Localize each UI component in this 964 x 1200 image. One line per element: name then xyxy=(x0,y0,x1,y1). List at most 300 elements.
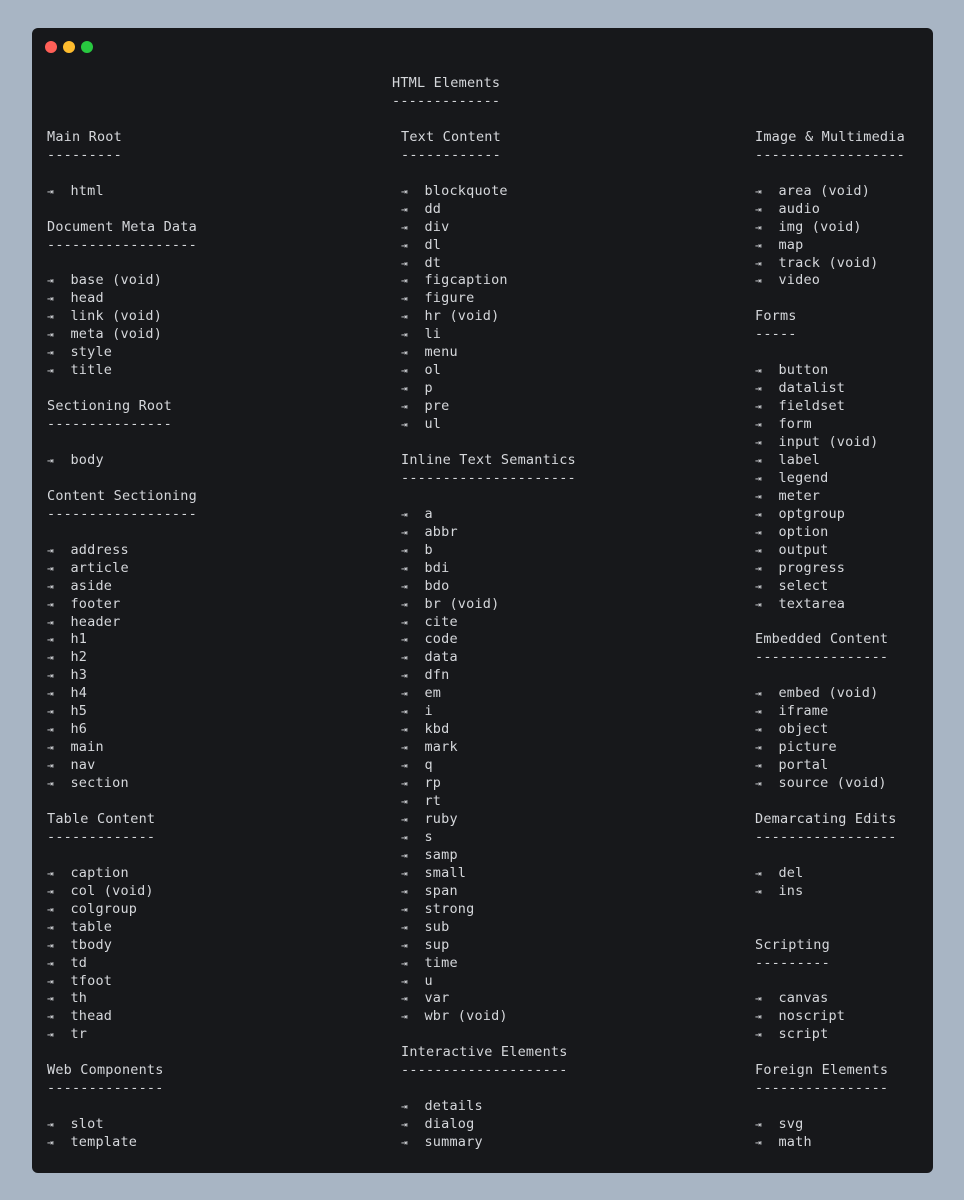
element-name: h6 xyxy=(70,721,88,738)
tab-arrow-icon: ⇥ xyxy=(755,992,762,1006)
tab-arrow-icon: ⇥ xyxy=(47,651,54,665)
list-item xyxy=(755,452,820,470)
list-item xyxy=(401,829,433,847)
element-name: del xyxy=(778,864,804,881)
tab-arrow-icon: ⇥ xyxy=(47,453,54,467)
section-underline: ------------------ xyxy=(755,146,905,163)
element-name: dialog xyxy=(424,1116,475,1133)
tab-arrow-icon: ⇥ xyxy=(401,310,408,324)
element-name: iframe xyxy=(778,703,829,720)
element-name: s xyxy=(424,828,433,845)
list-item xyxy=(401,1116,474,1134)
tab-arrow-icon: ⇥ xyxy=(401,597,408,611)
list-item xyxy=(755,416,812,434)
list-item xyxy=(755,990,828,1008)
tab-arrow-icon: ⇥ xyxy=(401,1136,408,1150)
element-name: dd xyxy=(424,200,442,217)
list-item xyxy=(401,578,449,596)
list-item xyxy=(401,667,449,685)
list-item xyxy=(755,739,837,757)
section-heading: Web Components xyxy=(47,1062,164,1079)
tab-arrow-icon: ⇥ xyxy=(755,238,762,252)
list-item xyxy=(401,524,458,542)
list-item xyxy=(47,344,112,362)
element-name: audio xyxy=(778,200,821,217)
tab-arrow-icon: ⇥ xyxy=(755,579,762,593)
tab-arrow-icon: ⇥ xyxy=(47,902,54,916)
element-name: footer xyxy=(70,595,121,612)
tab-arrow-icon: ⇥ xyxy=(755,489,762,503)
list-item xyxy=(401,416,441,434)
list-item xyxy=(401,272,508,290)
list-item xyxy=(755,865,803,883)
tab-arrow-icon: ⇥ xyxy=(401,292,408,306)
element-name: ol xyxy=(424,362,442,379)
list-item xyxy=(47,990,87,1008)
list-item xyxy=(47,649,87,667)
element-name: script xyxy=(778,1026,829,1043)
tab-arrow-icon: ⇥ xyxy=(401,1118,408,1132)
list-item xyxy=(47,1134,137,1152)
list-item xyxy=(401,326,441,344)
list-item xyxy=(401,380,433,398)
list-item xyxy=(47,667,87,685)
element-name: dt xyxy=(424,254,442,271)
element-name: link (void) xyxy=(70,308,163,325)
list-item xyxy=(47,362,112,380)
tab-arrow-icon: ⇥ xyxy=(47,292,54,306)
list-item xyxy=(401,255,441,273)
list-item xyxy=(755,703,828,721)
element-name: thead xyxy=(70,1008,113,1025)
tab-arrow-icon: ⇥ xyxy=(47,866,54,880)
section-underline: ----- xyxy=(755,326,797,343)
tab-arrow-icon: ⇥ xyxy=(755,507,762,521)
element-name: h1 xyxy=(70,631,88,648)
element-name: cite xyxy=(424,613,458,630)
list-item xyxy=(401,649,458,667)
element-name: bdi xyxy=(424,559,450,576)
section-underline: -------------- xyxy=(47,1080,164,1097)
tab-arrow-icon: ⇥ xyxy=(755,561,762,575)
element-name: source (void) xyxy=(778,775,887,792)
tab-arrow-icon: ⇥ xyxy=(47,364,54,378)
list-item xyxy=(755,524,828,542)
tab-arrow-icon: ⇥ xyxy=(47,1028,54,1042)
section-heading: Main Root xyxy=(47,128,122,145)
list-item xyxy=(401,721,449,739)
tab-arrow-icon: ⇥ xyxy=(755,471,762,485)
list-item xyxy=(401,344,458,362)
tab-arrow-icon: ⇥ xyxy=(401,1100,408,1114)
element-name: code xyxy=(424,631,458,648)
element-name: tr xyxy=(70,1026,88,1043)
list-item xyxy=(755,488,820,506)
element-name: body xyxy=(70,451,104,468)
element-name: fieldset xyxy=(778,398,846,415)
list-item xyxy=(755,272,820,290)
list-item xyxy=(47,452,104,470)
element-name: dl xyxy=(424,236,442,253)
tab-arrow-icon: ⇥ xyxy=(47,956,54,970)
tab-arrow-icon: ⇥ xyxy=(47,723,54,737)
tab-arrow-icon: ⇥ xyxy=(755,184,762,198)
element-name: pre xyxy=(424,398,450,415)
list-item xyxy=(755,775,887,793)
element-name: li xyxy=(424,326,442,343)
tab-arrow-icon: ⇥ xyxy=(755,741,762,755)
list-item xyxy=(755,1134,812,1152)
element-name: canvas xyxy=(778,990,829,1007)
tab-arrow-icon: ⇥ xyxy=(755,364,762,378)
section-heading: Foreign Elements xyxy=(755,1062,889,1079)
element-name: template xyxy=(70,1134,138,1151)
section-underline: ----------------- xyxy=(755,828,897,845)
tab-arrow-icon: ⇥ xyxy=(47,759,54,773)
tab-arrow-icon: ⇥ xyxy=(401,723,408,737)
element-name: u xyxy=(424,972,433,989)
section-underline: ------------------ xyxy=(47,505,197,522)
tab-arrow-icon: ⇥ xyxy=(47,669,54,683)
element-name: svg xyxy=(778,1116,804,1133)
element-name: optgroup xyxy=(778,505,846,522)
tab-arrow-icon: ⇥ xyxy=(755,705,762,719)
tab-arrow-icon: ⇥ xyxy=(401,507,408,521)
list-item xyxy=(401,362,441,380)
list-item xyxy=(47,739,104,757)
element-name: progress xyxy=(778,559,846,576)
tab-arrow-icon: ⇥ xyxy=(755,759,762,773)
tab-arrow-icon: ⇥ xyxy=(401,256,408,270)
list-item xyxy=(47,631,87,649)
list-item xyxy=(47,901,137,919)
tab-arrow-icon: ⇥ xyxy=(47,920,54,934)
list-item xyxy=(755,380,845,398)
element-name: q xyxy=(424,757,433,774)
tab-arrow-icon: ⇥ xyxy=(755,1118,762,1132)
section-underline: --------- xyxy=(755,954,830,971)
tab-arrow-icon: ⇥ xyxy=(401,561,408,575)
element-name: slot xyxy=(70,1116,104,1133)
list-item xyxy=(401,901,474,919)
tab-arrow-icon: ⇥ xyxy=(755,687,762,701)
code-text xyxy=(32,28,905,1151)
tab-arrow-icon: ⇥ xyxy=(47,615,54,629)
list-item xyxy=(755,470,828,488)
list-item xyxy=(47,290,104,308)
element-name: meter xyxy=(778,487,821,504)
element-name: hr (void) xyxy=(424,308,500,325)
tab-arrow-icon: ⇥ xyxy=(401,382,408,396)
element-name: base (void) xyxy=(70,272,163,289)
tab-arrow-icon: ⇥ xyxy=(401,741,408,755)
element-name: data xyxy=(424,649,458,666)
tab-arrow-icon: ⇥ xyxy=(755,202,762,216)
tab-arrow-icon: ⇥ xyxy=(47,543,54,557)
list-item xyxy=(47,883,154,901)
tab-arrow-icon: ⇥ xyxy=(401,777,408,791)
list-item xyxy=(47,183,104,201)
element-name: br (void) xyxy=(424,595,500,612)
list-item xyxy=(755,506,845,524)
list-item xyxy=(755,1026,828,1044)
element-name: legend xyxy=(778,469,829,486)
tab-arrow-icon: ⇥ xyxy=(755,597,762,611)
element-name: tfoot xyxy=(70,972,113,989)
element-name: embed (void) xyxy=(778,685,879,702)
element-name: picture xyxy=(778,739,837,756)
list-item xyxy=(755,883,803,901)
tab-arrow-icon: ⇥ xyxy=(401,651,408,665)
list-item xyxy=(755,596,845,614)
list-item xyxy=(755,183,870,201)
element-name: bdo xyxy=(424,577,450,594)
tab-arrow-icon: ⇥ xyxy=(755,436,762,449)
tab-arrow-icon: ⇥ xyxy=(47,938,54,952)
list-item xyxy=(47,865,129,883)
list-item xyxy=(401,398,449,416)
list-item xyxy=(47,775,129,793)
tab-arrow-icon: ⇥ xyxy=(47,274,54,288)
tab-arrow-icon: ⇥ xyxy=(401,220,408,234)
list-item xyxy=(401,775,441,793)
element-name: dfn xyxy=(424,667,450,684)
list-item xyxy=(401,793,441,811)
list-item xyxy=(755,542,828,560)
section-heading: Inline Text Semantics xyxy=(401,451,576,468)
element-name: menu xyxy=(424,344,458,361)
list-item xyxy=(401,308,499,326)
tab-arrow-icon: ⇥ xyxy=(47,777,54,791)
element-name: th xyxy=(70,990,88,1007)
tab-arrow-icon: ⇥ xyxy=(401,884,408,898)
element-name: span xyxy=(424,882,458,899)
tab-arrow-icon: ⇥ xyxy=(401,830,408,844)
list-item xyxy=(47,542,129,560)
section-underline: ------------- xyxy=(47,828,156,845)
element-name: a xyxy=(424,505,433,522)
tab-arrow-icon: ⇥ xyxy=(401,920,408,934)
list-item xyxy=(401,1134,483,1152)
tab-arrow-icon: ⇥ xyxy=(401,543,408,557)
list-item xyxy=(401,990,449,1008)
section-heading: Sectioning Root xyxy=(47,398,172,415)
tab-arrow-icon: ⇥ xyxy=(755,884,762,898)
list-item xyxy=(755,721,828,739)
element-name: abbr xyxy=(424,523,458,540)
list-item xyxy=(755,434,878,452)
list-item xyxy=(47,272,162,290)
list-item xyxy=(401,1008,508,1026)
list-item xyxy=(47,308,162,326)
tab-arrow-icon: ⇥ xyxy=(755,453,762,467)
element-name: wbr (void) xyxy=(424,1008,508,1025)
tab-arrow-icon: ⇥ xyxy=(401,615,408,629)
element-name: col (void) xyxy=(70,882,154,899)
list-item xyxy=(401,596,499,614)
tab-arrow-icon: ⇥ xyxy=(47,1118,54,1132)
tab-arrow-icon: ⇥ xyxy=(47,741,54,755)
section-heading: Image & Multimedia xyxy=(755,128,905,145)
list-item xyxy=(755,398,845,416)
element-name: colgroup xyxy=(70,900,138,917)
list-item xyxy=(47,973,112,991)
list-item xyxy=(47,596,120,614)
tab-arrow-icon: ⇥ xyxy=(755,777,762,791)
tab-arrow-icon: ⇥ xyxy=(755,220,762,234)
element-name: sub xyxy=(424,918,450,935)
list-item xyxy=(47,919,112,937)
list-item xyxy=(401,757,433,775)
section-underline: --------------- xyxy=(47,416,172,433)
tab-arrow-icon: ⇥ xyxy=(47,884,54,898)
tab-arrow-icon: ⇥ xyxy=(401,346,408,360)
tab-arrow-icon: ⇥ xyxy=(47,974,54,988)
page-title: HTML Elements xyxy=(392,75,501,91)
tab-arrow-icon: ⇥ xyxy=(47,579,54,593)
list-item xyxy=(755,685,878,703)
tab-arrow-icon: ⇥ xyxy=(401,184,408,198)
section-heading: Scripting xyxy=(755,936,830,953)
tab-arrow-icon: ⇥ xyxy=(401,812,408,826)
element-name: img (void) xyxy=(778,218,862,235)
section-underline: ---------------- xyxy=(755,649,889,666)
element-name: math xyxy=(778,1134,812,1151)
list-item xyxy=(401,542,433,560)
element-name: em xyxy=(424,685,442,702)
tab-arrow-icon: ⇥ xyxy=(755,400,762,414)
element-name: input (void) xyxy=(778,434,879,450)
list-item xyxy=(401,631,458,649)
list-item xyxy=(401,237,441,255)
list-item xyxy=(401,201,441,219)
element-name: address xyxy=(70,541,129,558)
tab-arrow-icon: ⇥ xyxy=(401,400,408,414)
tab-arrow-icon: ⇥ xyxy=(755,1136,762,1150)
list-item xyxy=(401,290,474,308)
element-name: rp xyxy=(424,775,442,792)
tab-arrow-icon: ⇥ xyxy=(755,274,762,288)
tab-arrow-icon: ⇥ xyxy=(755,1010,762,1024)
element-name: portal xyxy=(778,757,829,774)
element-name: nav xyxy=(70,757,96,774)
section-heading: Interactive Elements xyxy=(401,1044,568,1061)
element-name: h2 xyxy=(70,649,88,666)
element-name: main xyxy=(70,739,104,756)
tab-arrow-icon: ⇥ xyxy=(401,902,408,916)
element-name: ruby xyxy=(424,810,458,827)
element-name: article xyxy=(70,559,129,576)
element-name: b xyxy=(424,541,433,558)
element-name: option xyxy=(778,523,829,540)
list-item xyxy=(401,937,449,955)
tab-arrow-icon: ⇥ xyxy=(401,974,408,988)
element-name: caption xyxy=(70,864,129,881)
tab-arrow-icon: ⇥ xyxy=(47,705,54,719)
list-item xyxy=(401,883,458,901)
tab-arrow-icon: ⇥ xyxy=(401,956,408,970)
maximize-dot-icon[interactable] xyxy=(81,41,93,53)
list-item xyxy=(47,1026,87,1044)
element-name: kbd xyxy=(424,721,450,738)
tab-arrow-icon: ⇥ xyxy=(401,418,408,432)
tab-arrow-icon: ⇥ xyxy=(755,525,762,539)
tab-arrow-icon: ⇥ xyxy=(755,543,762,557)
element-name: h4 xyxy=(70,685,88,702)
element-name: html xyxy=(70,182,104,199)
tab-arrow-icon: ⇥ xyxy=(755,723,762,737)
element-name: var xyxy=(424,990,450,1007)
list-item xyxy=(47,326,162,344)
section-heading: Table Content xyxy=(47,810,156,827)
tab-arrow-icon: ⇥ xyxy=(755,1028,762,1042)
element-name: button xyxy=(778,362,829,379)
tab-arrow-icon: ⇥ xyxy=(47,184,54,198)
element-name: div xyxy=(424,218,450,235)
section-underline: --------- xyxy=(47,146,122,163)
element-name: section xyxy=(70,775,129,792)
tab-arrow-icon: ⇥ xyxy=(755,866,762,880)
tab-arrow-icon: ⇥ xyxy=(401,938,408,952)
list-item xyxy=(47,937,112,955)
element-name: table xyxy=(70,918,113,935)
tab-arrow-icon: ⇥ xyxy=(47,633,54,647)
tab-arrow-icon: ⇥ xyxy=(401,274,408,288)
element-name: figcaption xyxy=(424,272,508,289)
list-item xyxy=(401,865,466,883)
section-heading: Forms xyxy=(755,308,797,325)
section-heading: Document Meta Data xyxy=(47,218,197,235)
tab-arrow-icon: ⇥ xyxy=(401,525,408,539)
list-item xyxy=(755,1116,803,1134)
element-name: aside xyxy=(70,577,113,594)
list-item xyxy=(755,255,878,273)
tab-arrow-icon: ⇥ xyxy=(401,687,408,701)
element-name: title xyxy=(70,362,113,379)
list-item xyxy=(755,219,862,237)
tab-arrow-icon: ⇥ xyxy=(401,705,408,719)
element-name: style xyxy=(70,344,113,361)
section-underline: -------------------- xyxy=(401,1062,568,1079)
element-name: time xyxy=(424,954,458,971)
list-item xyxy=(47,703,87,721)
tab-arrow-icon: ⇥ xyxy=(401,328,408,342)
tab-arrow-icon: ⇥ xyxy=(401,848,408,862)
tab-arrow-icon: ⇥ xyxy=(47,687,54,701)
tab-arrow-icon: ⇥ xyxy=(755,418,762,432)
list-item xyxy=(755,362,828,380)
tab-arrow-icon: ⇥ xyxy=(47,310,54,324)
element-name: h5 xyxy=(70,703,88,720)
element-name: datalist xyxy=(778,380,846,397)
list-item xyxy=(401,811,458,829)
list-item xyxy=(401,219,449,237)
list-item xyxy=(755,757,828,775)
element-name: sup xyxy=(424,936,450,953)
element-name: p xyxy=(424,380,433,397)
section-underline: ------------------ xyxy=(47,236,197,253)
title-underline: ------------- xyxy=(392,92,501,109)
tab-arrow-icon: ⇥ xyxy=(755,256,762,270)
element-name: h3 xyxy=(70,667,88,684)
tab-arrow-icon: ⇥ xyxy=(401,669,408,683)
list-item xyxy=(401,847,458,865)
element-name: video xyxy=(778,272,821,289)
element-name: object xyxy=(778,721,829,738)
list-item xyxy=(401,183,508,201)
list-item xyxy=(755,201,820,219)
tab-arrow-icon: ⇥ xyxy=(47,561,54,575)
